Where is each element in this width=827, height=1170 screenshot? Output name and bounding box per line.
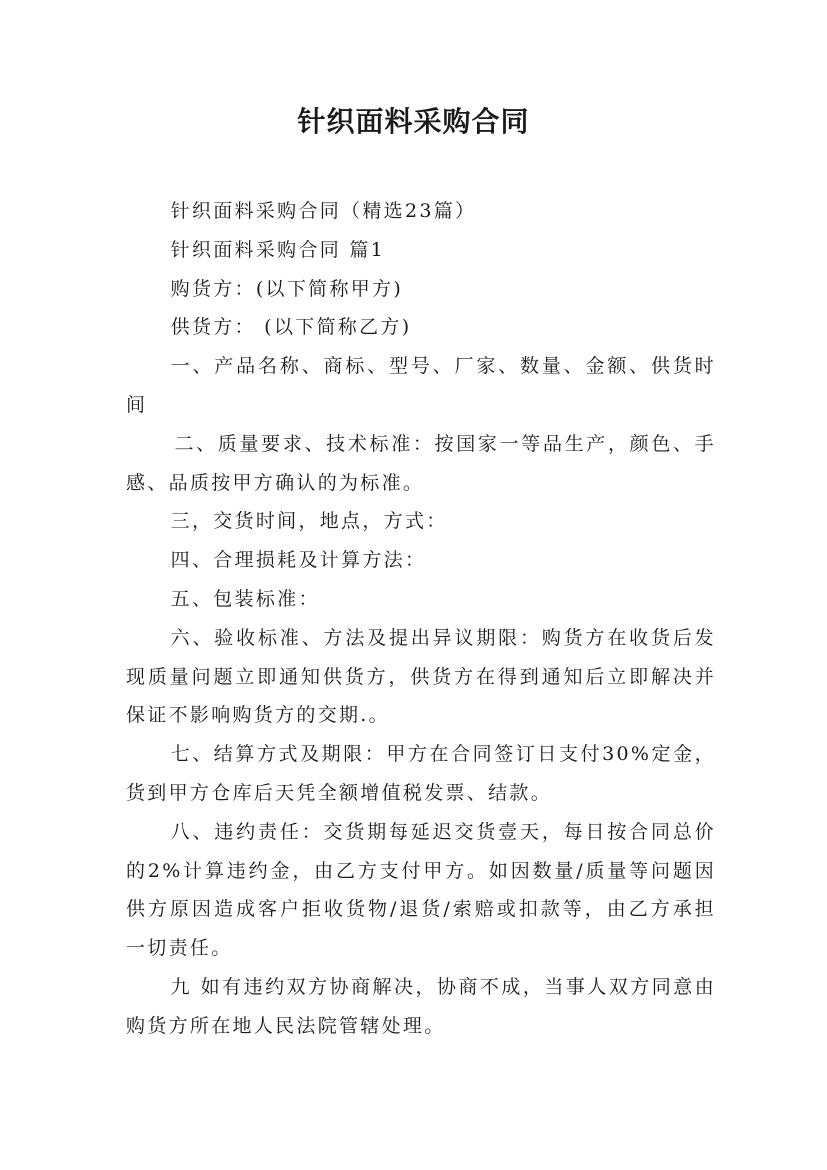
document-body	[126, 192, 716, 1046]
document-title: 针织面料采购合同	[297, 105, 530, 138]
paragraph-clause-5: 五、包装标准：	[170, 587, 320, 610]
paragraph-clause-8: 八、违约责任：交货期每延迟交货壹天，每日按合同总价的2%计算违约金，由乙方支付甲方。如因数量/质量等问题因供方原因造成客户拒收货物/退货/索赔或扣款等，由乙方承担一切责任。	[126, 820, 716, 960]
paragraph-supplier: 供货方： (以下简称乙方)	[170, 316, 412, 339]
paragraph-subtitle: 针织面料采购合同（精选23篇）	[170, 200, 477, 222]
paragraph-clause-7: 七、结算方式及期限：甲方在合同签订日支付30%定金，货到甲方仓库后天凭全额增值税发票、结款。	[126, 743, 716, 804]
paragraph-clause-9: 九 如有违约双方协商解决，协商不成，当事人双方同意由购货方所在地人民法院管辖处理。	[126, 975, 716, 1037]
paragraph-clause-1: 一、产品名称、商标、型号、厂家、数量、金额、供货时间	[126, 355, 716, 416]
paragraph-clause-2: 二、质量要求、技术标准：按国家一等品生产，颜色、手感、品质按甲方确认的为标准。	[126, 432, 716, 494]
paragraph-buyer: 购货方：(以下简称甲方)	[170, 277, 404, 300]
paragraph-clause-3: 三，交货时间，地点，方式：	[170, 510, 448, 533]
paragraph-section-heading: 针织面料采购合同 篇1	[170, 238, 386, 261]
paragraph-clause-6: 六、验收标准、方法及提出异议期限：购货方在收货后发现质量问题立即通知供货方，供货方在得到通知后立即解决并保证不影响购货方的交期.。	[126, 626, 716, 727]
paragraph-clause-4: 四、合理损耗及计算方法：	[170, 549, 427, 572]
